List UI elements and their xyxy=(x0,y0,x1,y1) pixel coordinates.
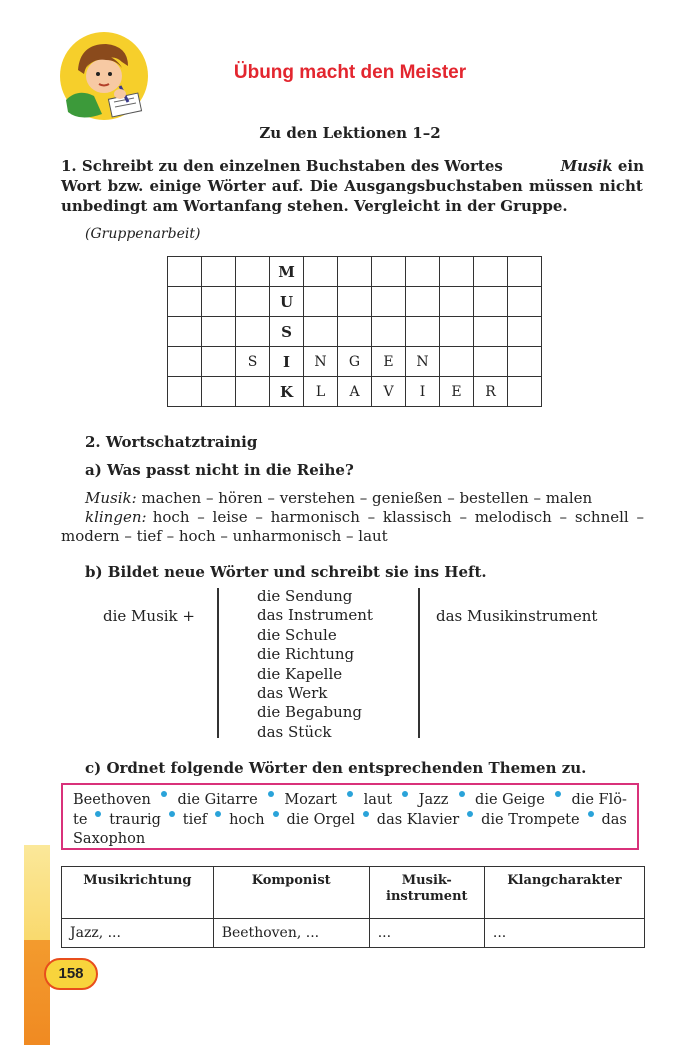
themes-table-cell: ... xyxy=(484,919,644,948)
compound-word-item: das Instrument xyxy=(257,606,373,625)
compound-word-item: die Sendung xyxy=(257,587,353,605)
word-box-word: die Flö- xyxy=(571,792,627,808)
grid-cell: I xyxy=(406,377,440,407)
ex1-line1: 1. Schreibt zu den einzelnen Buchstaben des Wortes xyxy=(61,157,503,175)
grid-cell xyxy=(304,257,338,287)
grid-cell xyxy=(474,257,508,287)
grid-cell xyxy=(440,347,474,377)
word-box-word: hoch xyxy=(229,811,265,828)
ex1-line3: unbedingt am Wortanfang stehen. Vergleicht in der Gruppe. xyxy=(61,197,568,215)
grid-cell xyxy=(474,317,508,347)
word-box-word: tief xyxy=(182,811,208,828)
grid-cell xyxy=(236,377,270,407)
grid-cell xyxy=(508,257,542,287)
word-box-word: die Orgel xyxy=(286,811,355,828)
grid-cell xyxy=(508,377,542,407)
word-box-word: Beethoven xyxy=(73,792,151,808)
grid-cell: E xyxy=(440,377,474,407)
word-box-line2 xyxy=(73,811,627,831)
grid-cell xyxy=(202,287,236,317)
grid-cell xyxy=(508,317,542,347)
compound-word-item: die Richtung xyxy=(257,645,355,664)
ex1-line1b: ein xyxy=(617,157,644,175)
grid-cell: S xyxy=(270,317,304,347)
ex1-note: (Gruppenarbeit) xyxy=(85,226,201,242)
grid-cell: N xyxy=(304,347,338,377)
grid-row xyxy=(168,377,542,407)
word-box-word: laut xyxy=(363,792,393,808)
themes-table xyxy=(61,866,645,948)
grid-cell xyxy=(440,257,474,287)
ex2-heading: 2. Wortschatztrainig xyxy=(85,433,258,451)
ex2b-word-list xyxy=(257,587,373,742)
grid-cell xyxy=(372,257,406,287)
grid-cell xyxy=(406,257,440,287)
themes-table-header: Musik- instrument xyxy=(369,867,484,919)
grid-cell xyxy=(168,347,202,377)
grid-cell: I xyxy=(270,347,304,377)
bullet-icon xyxy=(467,811,473,817)
grid-cell: A xyxy=(338,377,372,407)
page-title: Übung macht den Meister xyxy=(233,62,467,83)
grid-cell: R xyxy=(474,377,508,407)
ex2a-line2 xyxy=(85,507,644,527)
section-subtitle: Zu den Lektionen 1–2 xyxy=(259,124,441,142)
grid-cell: M xyxy=(270,257,304,287)
grid-cell: K xyxy=(270,377,304,407)
themes-table-header: Musikrichtung xyxy=(62,867,214,919)
bullet-icon xyxy=(459,791,465,797)
grid-row xyxy=(168,287,542,317)
ex2c-heading: c) Ordnet folgende Wörter den entsprechenden Themen zu. xyxy=(85,759,587,777)
grid-cell xyxy=(304,317,338,347)
grid-cell: U xyxy=(270,287,304,317)
word-box-word: Mozart xyxy=(284,792,337,808)
bullet-icon xyxy=(268,791,274,797)
ex2b-divider-right xyxy=(418,588,420,738)
grid-row xyxy=(168,257,542,287)
grid-cell: N xyxy=(406,347,440,377)
grid-cell xyxy=(474,347,508,377)
grid-cell xyxy=(372,287,406,317)
page-number: 158 xyxy=(44,958,98,990)
bullet-icon xyxy=(273,811,279,817)
bullet-icon xyxy=(588,811,594,817)
compound-word-item: die Begabung xyxy=(257,703,363,722)
grid-cell xyxy=(406,317,440,347)
word-box-word: die Gitarre xyxy=(177,792,258,808)
word-box-word: die Trompete xyxy=(481,811,580,828)
letter-grid xyxy=(167,256,542,407)
grid-cell: V xyxy=(372,377,406,407)
compound-word-item: die Schule xyxy=(257,625,337,644)
word-box-word: das Klavier xyxy=(376,811,460,828)
word-box xyxy=(61,783,639,850)
themes-table-header: Komponist xyxy=(213,867,369,919)
bullet-icon xyxy=(95,811,101,817)
themes-table-cell: Beethoven, ... xyxy=(213,919,369,948)
grid-cell xyxy=(372,317,406,347)
grid-cell xyxy=(168,287,202,317)
ex2a-text2: hoch – leise – harmonisch – klassisch – melodisch – schnell – xyxy=(152,508,644,526)
grid-cell xyxy=(440,317,474,347)
word-box-word: traurig xyxy=(109,811,161,828)
ex2a-line1 xyxy=(85,488,592,508)
bullet-icon xyxy=(215,811,221,817)
grid-cell xyxy=(168,317,202,347)
grid-cell xyxy=(202,257,236,287)
grid-cell xyxy=(168,257,202,287)
word-box-word: te xyxy=(73,811,88,828)
grid-cell xyxy=(338,317,372,347)
compound-word-item: das Werk xyxy=(257,684,328,703)
ex2b-heading: b) Bildet neue Wörter und schreibt sie ins Heft. xyxy=(85,563,487,581)
compound-word-item: die Kapelle xyxy=(257,664,343,683)
grid-cell xyxy=(236,317,270,347)
word-box-word: das xyxy=(601,811,627,828)
themes-table-cell: Jazz, ... xyxy=(62,919,214,948)
grid-cell xyxy=(440,287,474,317)
ex1-word: Musik xyxy=(560,157,613,175)
grid-row xyxy=(168,347,542,377)
ex2b-divider-left xyxy=(217,588,219,738)
ex2b-example: das Musikinstrument xyxy=(436,607,598,625)
grid-cell: G xyxy=(338,347,372,377)
grid-cell xyxy=(168,377,202,407)
grid-cell xyxy=(202,317,236,347)
grid-cell xyxy=(202,347,236,377)
ex2b-left: die Musik + xyxy=(103,607,195,625)
grid-cell xyxy=(508,287,542,317)
ex2a-heading: a) Was passt nicht in die Reihe? xyxy=(85,461,354,479)
ex2a-line3: modern – tief – hoch – unharmonisch – laut xyxy=(61,527,388,545)
bullet-icon xyxy=(363,811,369,817)
bullet-icon xyxy=(402,791,408,797)
margin-strip-orange xyxy=(24,940,50,1045)
grid-cell xyxy=(406,287,440,317)
themes-table-header: Klangcharakter xyxy=(484,867,644,919)
grid-cell: L xyxy=(304,377,338,407)
compound-word-item: das Stück xyxy=(257,722,332,741)
word-box-word: Jazz xyxy=(418,792,449,808)
grid-cell xyxy=(304,287,338,317)
grid-cell xyxy=(236,257,270,287)
ex2a-label-musik: Musik: xyxy=(85,489,137,507)
grid-cell: E xyxy=(372,347,406,377)
grid-cell xyxy=(202,377,236,407)
word-box-line3: Saxophon xyxy=(73,831,146,847)
bullet-icon xyxy=(347,791,353,797)
grid-row xyxy=(168,317,542,347)
exercise1-instruction xyxy=(61,156,644,216)
bullet-icon xyxy=(555,791,561,797)
ex2a-label-klingen: klingen: xyxy=(85,508,147,526)
grid-cell: S xyxy=(236,347,270,377)
bullet-icon xyxy=(169,811,175,817)
themes-table-cell: ... xyxy=(369,919,484,948)
ex2a-text1: machen – hören – verstehen – genießen – bestellen – malen xyxy=(141,489,593,507)
ex1-line2: Wort bzw. einige Wörter auf. Die Ausgangsbuchstaben müssen nicht xyxy=(61,177,643,195)
grid-cell xyxy=(338,257,372,287)
word-box-word: die Geige xyxy=(475,792,545,808)
grid-cell xyxy=(474,287,508,317)
grid-cell xyxy=(508,347,542,377)
grid-cell xyxy=(236,287,270,317)
grid-cell xyxy=(338,287,372,317)
bullet-icon xyxy=(161,791,167,797)
word-box-line1 xyxy=(73,791,627,811)
